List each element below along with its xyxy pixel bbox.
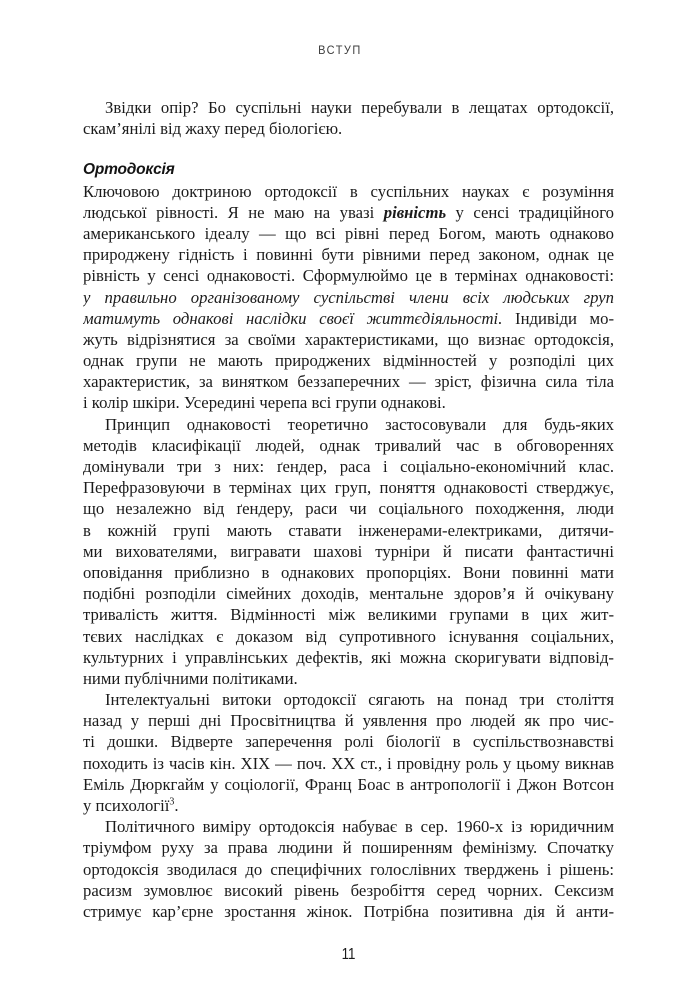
- text-segment: .: [174, 796, 179, 815]
- text-segment: у сенсі традиційного: [446, 202, 614, 222]
- text-segment: однак групи не мають природжених відмінностей у розподілі цих: [83, 351, 614, 371]
- running-head: ВСТУП: [318, 44, 362, 58]
- text-segment: домінували три з них: ґендер, раса і соціально-економічний клас.: [83, 457, 614, 476]
- text-segment: рівність у сенсі однаковості. Сформулюймо це в термінах однаковості:: [83, 266, 614, 286]
- text-segment: в кожній групі мають ставати інженерами-електриками, дитячи-: [83, 520, 614, 540]
- text-line: [83, 731, 614, 752]
- text-line: [83, 710, 614, 731]
- text-segment: культурних і управлінських дефектів, які можна скоригувати відповід-: [83, 647, 614, 667]
- text-line: [83, 265, 614, 286]
- text-line: [83, 498, 614, 519]
- text-line: [83, 181, 614, 202]
- text-line: [83, 816, 614, 837]
- section-heading: Ортодоксія: [83, 161, 175, 179]
- text-segment: походить із часів кін. XIX — поч. XX ст., і провідну роль у цьому викнав: [83, 753, 614, 773]
- text-line: [83, 795, 614, 816]
- text-line: [83, 456, 614, 477]
- text-line: [83, 880, 614, 901]
- text-column: [83, 97, 614, 922]
- text-segment: рівність: [383, 202, 447, 222]
- text-segment: тріумфом руху за права людини й поширенням фемінізму. Спочатку: [83, 838, 614, 858]
- text-segment: що незалежно від ґендеру, раси чи соціального походження, люди: [83, 499, 614, 519]
- text-segment: подібні розподіли сімейних доходів, ментальне здоров’я й очікувану: [83, 584, 614, 604]
- text-segment: американського ідеалу — що всі рівні перед Богом, мають однаково: [83, 223, 614, 243]
- text-segment: людської рівності. Я не маю на увазі: [83, 202, 384, 222]
- text-line: [83, 371, 614, 392]
- text-line: [83, 244, 614, 265]
- text-segment: Перефразовуючи в термінах цих груп, поняття однаковості стверджує,: [83, 478, 614, 498]
- text-line: [83, 118, 614, 139]
- text-line: [83, 329, 614, 350]
- text-line: [83, 520, 614, 541]
- text-segment: Ключовою доктриною ортодоксії в суспільних науках є розуміння: [83, 181, 614, 201]
- text-segment: Еміль Дюркгайм у соціології, Франц Боас в антропології і Джон Вотсон: [83, 774, 614, 794]
- text-segment: методів класифікації людей, однак тривалий час в обговореннях: [83, 435, 614, 455]
- text-line: [83, 562, 614, 583]
- text-line: [83, 837, 614, 858]
- text-segment: скам’янілі від жаху перед біологією.: [83, 119, 343, 139]
- text-line: [83, 901, 614, 922]
- text-line: [83, 287, 614, 308]
- text-segment: жуть відрізнятися за своїми характеристиками, що визнає ортодоксія,: [83, 329, 614, 349]
- text-segment: ними публічними політиками.: [83, 668, 298, 688]
- text-segment: тєвих наслідках є доказом від супротивного існування соціальних,: [83, 626, 614, 646]
- text-line: [83, 392, 614, 413]
- text-line: [83, 647, 614, 668]
- text-segment: у правильно організованому суспільстві члени всіх людських груп: [83, 287, 614, 307]
- footnote-reference: 3: [169, 796, 175, 808]
- text-line: [83, 202, 614, 223]
- text-line: [83, 583, 614, 604]
- text-line: [83, 308, 614, 329]
- text-line: [83, 477, 614, 498]
- text-line: [83, 97, 614, 118]
- text-segment: Політичного виміру ортодоксія набуває в сер. 1960-х із юридичним: [105, 817, 614, 837]
- text-segment: назад у перші дні Просвітництва й уявлення про людей як про чис-: [83, 711, 614, 731]
- text-line: [83, 689, 614, 710]
- text-segment: природжену гідність і повинні бути рівними перед законом, однак це: [83, 245, 614, 265]
- text-segment: ми вихователями, вигравати шахові турніри й писати фантастичні: [83, 541, 614, 561]
- text-segment: Інтелектуальні витоки ортодоксії сягають на понад три століття: [105, 690, 614, 710]
- text-line: [83, 774, 614, 795]
- text-line: [83, 753, 614, 774]
- text-line: [83, 859, 614, 880]
- text-line: [83, 414, 614, 435]
- text-segment: характеристик, за винятком беззаперечних — зріст, фізична сила тіла: [83, 372, 614, 392]
- text-line: [83, 435, 614, 456]
- text-segment: ортодоксія зводилася до специфічних голослівних тверджень і рішень:: [83, 859, 614, 879]
- page-number: 11: [341, 946, 356, 964]
- text-segment: і колір шкіри. Усередині черепа всі групи однакові.: [83, 393, 446, 413]
- text-segment: Індивіди мо-: [502, 308, 614, 328]
- text-line: [83, 626, 614, 647]
- text-segment: Принцип однаковості теоретично застосовували для будь-яких: [105, 414, 614, 434]
- text-line: [83, 541, 614, 562]
- text-segment: у психології: [83, 796, 170, 815]
- text-segment: ті дошки. Відверте заперечення ролі біології в суспільствознавстві: [83, 732, 614, 752]
- text-segment: Звідки опір? Бо суспільні науки перебували в лещатах ортодоксії,: [105, 98, 614, 117]
- text-segment: стримує кар’єрне зростання жінок. Потрібна позитивна дія й анти-: [83, 901, 614, 921]
- text-line: [83, 668, 614, 689]
- text-line: [83, 604, 614, 625]
- text-segment: оповідання приблизно в однакових пропорціях. Вони повинні мати: [83, 562, 614, 582]
- text-segment: матимуть однакові наслідки своєї життєдіяльності.: [83, 308, 503, 328]
- text-line: [83, 223, 614, 244]
- text-line: [83, 350, 614, 371]
- text-segment: расизм зумовлює високий рівень безробіття серед чорних. Сексизм: [83, 880, 614, 900]
- text-segment: тривалість життя. Відмінності між великими групами в цих жит-: [83, 605, 614, 625]
